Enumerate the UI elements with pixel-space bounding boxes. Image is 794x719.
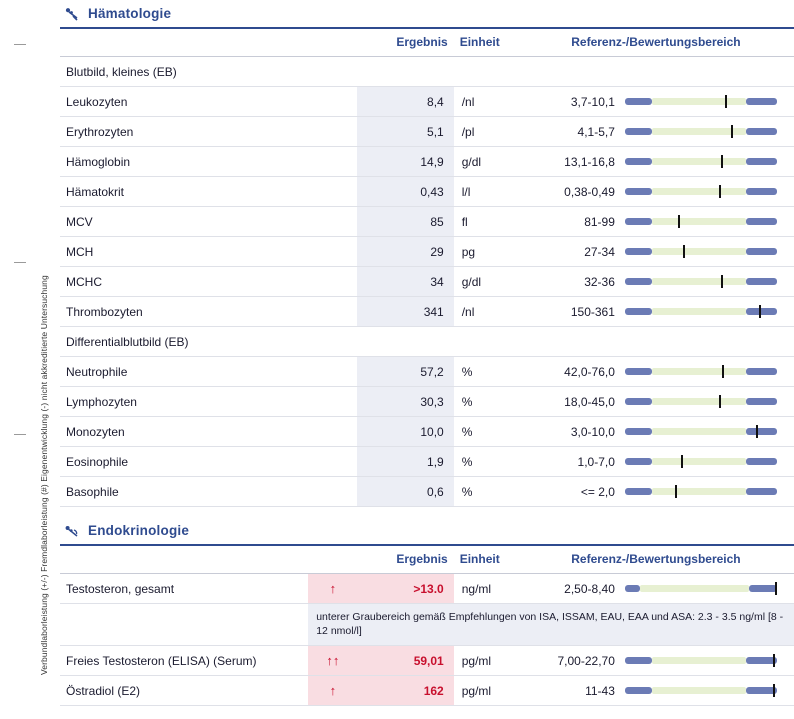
result-value: 59,01 (357, 646, 453, 676)
range-normal-segment (652, 308, 746, 315)
table-row (60, 417, 794, 447)
flag-arrow (308, 237, 357, 267)
range-above-segment (746, 188, 776, 195)
table-row (60, 447, 794, 477)
range-above-segment (746, 428, 776, 435)
lab-table-haematologie (60, 29, 794, 507)
rail-tick (14, 44, 26, 45)
range-below-segment (625, 248, 652, 255)
analyte-name: Hämoglobin (60, 147, 308, 177)
flag-arrow (308, 207, 357, 237)
unit-value: g/dl (454, 147, 518, 177)
col-result: Ergebnis (308, 546, 454, 574)
section-title: Hämatologie (88, 6, 172, 21)
reference-range-text: 81-99 (518, 207, 625, 237)
table-row (60, 574, 794, 604)
result-value: 162 (357, 676, 453, 706)
reference-range-cell (625, 477, 794, 507)
reference-range-cell (625, 447, 794, 477)
value-marker (721, 155, 723, 168)
range-below-segment (625, 158, 652, 165)
reference-range-bar (625, 157, 777, 166)
result-value: 1,9 (357, 447, 453, 477)
range-below-segment (625, 98, 652, 105)
range-above-segment (746, 308, 776, 315)
value-marker (683, 245, 685, 258)
analyte-name: Neutrophile (60, 357, 308, 387)
hormone-icon (64, 524, 80, 538)
rail-legend-text: Verbundlaborleistung (+/-) Fremdlaborleistung (#) Eigenentwicklung (-) nicht akkreditierte Untersuchung (39, 275, 49, 675)
unit-value: l/l (454, 177, 518, 207)
range-normal-segment (652, 398, 746, 405)
reference-range-text: 11-43 (518, 676, 625, 706)
analyte-name: Hämatokrit (60, 177, 308, 207)
result-value: 10,0 (357, 417, 453, 447)
group-row (60, 327, 794, 357)
analyte-name: Lymphozyten (60, 387, 308, 417)
reference-range-text: 2,50-8,40 (518, 574, 625, 604)
range-above-segment (746, 248, 776, 255)
value-marker (759, 305, 761, 318)
reference-range-text: 3,0-10,0 (518, 417, 625, 447)
table-row (60, 646, 794, 676)
value-marker (721, 275, 723, 288)
reference-range-bar (625, 487, 777, 496)
range-above-segment (746, 128, 776, 135)
value-marker (675, 485, 677, 498)
reference-range-text: 4,1-5,7 (518, 117, 625, 147)
unit-value: g/dl (454, 267, 518, 297)
reference-range-cell (625, 676, 794, 706)
range-normal-segment (652, 657, 746, 664)
col-unit: Einheit (454, 546, 518, 574)
table-row (60, 387, 794, 417)
range-below-segment (625, 398, 652, 405)
value-marker (678, 215, 680, 228)
reference-range-text: 3,7-10,1 (518, 87, 625, 117)
value-marker (756, 425, 758, 438)
microscope-icon (64, 7, 80, 21)
group-label: Blutbild, kleines (EB) (60, 57, 794, 87)
result-value: 5,1 (357, 117, 453, 147)
result-value: 14,9 (357, 147, 453, 177)
reference-range-cell (625, 237, 794, 267)
reference-range-cell (625, 267, 794, 297)
reference-range-cell (625, 574, 794, 604)
reference-range-cell (625, 387, 794, 417)
range-below-segment (625, 428, 652, 435)
group-label: Differentialblutbild (EB) (60, 327, 794, 357)
table-row (60, 87, 794, 117)
value-marker (731, 125, 733, 138)
col-unit: Einheit (454, 29, 518, 57)
analyte-name: Freies Testosteron (ELISA) (Serum) (60, 646, 308, 676)
col-result: Ergebnis (308, 29, 454, 57)
range-normal-segment (640, 585, 749, 592)
flag-arrow: ↑ (308, 676, 357, 706)
range-normal-segment (652, 98, 746, 105)
range-normal-segment (652, 188, 746, 195)
analyte-name: Erythrozyten (60, 117, 308, 147)
note-text: unterer Graubereich gemäß Empfehlungen von ISA, ISSAM, EAU, EAA und ASA: 2.3 - 3.5 ng/ml [8 - 12 nmol/l] (308, 604, 794, 646)
reference-range-text: 0,38-0,49 (518, 177, 625, 207)
reference-range-bar (625, 97, 777, 106)
table-row (60, 207, 794, 237)
analyte-name: MCHC (60, 267, 308, 297)
result-value: 30,3 (357, 387, 453, 417)
range-normal-segment (652, 458, 746, 465)
range-normal-segment (652, 368, 746, 375)
reference-range-bar (625, 686, 777, 695)
reference-range-bar (625, 127, 777, 136)
table-header-row (60, 546, 794, 574)
value-marker (722, 365, 724, 378)
result-value: 0,43 (357, 177, 453, 207)
flag-arrow (308, 267, 357, 297)
reference-range-bar (625, 427, 777, 436)
range-normal-segment (652, 687, 746, 694)
unit-value: /nl (454, 297, 518, 327)
reference-range-bar (625, 217, 777, 226)
flag-arrow (308, 357, 357, 387)
col-name (60, 546, 308, 574)
reference-range-cell (625, 87, 794, 117)
analyte-name: MCH (60, 237, 308, 267)
result-value: 8,4 (357, 87, 453, 117)
reference-range-cell (625, 417, 794, 447)
flag-arrow (308, 297, 357, 327)
flag-arrow (308, 447, 357, 477)
range-normal-segment (652, 278, 746, 285)
rail-tick (14, 434, 26, 435)
flag-arrow (308, 87, 357, 117)
range-normal-segment (652, 158, 746, 165)
reference-range-cell (625, 177, 794, 207)
range-below-segment (625, 585, 640, 592)
reference-range-text: 150-361 (518, 297, 625, 327)
table-row (60, 177, 794, 207)
range-above-segment (746, 218, 776, 225)
unit-value: % (454, 477, 518, 507)
note-spacer (60, 604, 308, 646)
reference-range-cell (625, 207, 794, 237)
report-content (60, 0, 794, 706)
reference-range-text: 18,0-45,0 (518, 387, 625, 417)
reference-range-text: 13,1-16,8 (518, 147, 625, 177)
reference-range-text: 1,0-7,0 (518, 447, 625, 477)
value-marker (719, 185, 721, 198)
group-row (60, 57, 794, 87)
range-above-segment (749, 585, 776, 592)
reference-range-text: 42,0-76,0 (518, 357, 625, 387)
range-below-segment (625, 657, 652, 664)
reference-range-bar (625, 187, 777, 196)
range-above-segment (746, 368, 776, 375)
table-row (60, 267, 794, 297)
table-row (60, 147, 794, 177)
unit-value: % (454, 447, 518, 477)
flag-arrow: ↑ (308, 574, 357, 604)
flag-arrow (308, 147, 357, 177)
result-value: 57,2 (357, 357, 453, 387)
flag-arrow (308, 417, 357, 447)
col-reference: Referenz-/Bewertungsbereich (518, 29, 794, 57)
analyte-name: MCV (60, 207, 308, 237)
reference-range-cell (625, 357, 794, 387)
reference-range-cell (625, 117, 794, 147)
unit-value: % (454, 417, 518, 447)
table-header-row (60, 29, 794, 57)
range-below-segment (625, 687, 652, 694)
reference-range-bar (625, 457, 777, 466)
unit-value: % (454, 387, 518, 417)
unit-value: /pl (454, 117, 518, 147)
col-name (60, 29, 308, 57)
flag-arrow: ↑↑ (308, 646, 357, 676)
analyte-name: Östradiol (E2) (60, 676, 308, 706)
table-row (60, 357, 794, 387)
unit-value: pg/ml (454, 646, 518, 676)
range-below-segment (625, 278, 652, 285)
flag-arrow (308, 387, 357, 417)
range-above-segment (746, 278, 776, 285)
reference-range-text: <= 2,0 (518, 477, 625, 507)
table-row (60, 237, 794, 267)
range-below-segment (625, 368, 652, 375)
range-normal-segment (652, 488, 746, 495)
unit-value: pg/ml (454, 676, 518, 706)
range-above-segment (746, 398, 776, 405)
range-above-segment (746, 158, 776, 165)
section-header-endokrinologie (60, 517, 794, 546)
section-header-haematologie (60, 0, 794, 29)
result-value: 29 (357, 237, 453, 267)
reference-range-cell (625, 646, 794, 676)
range-above-segment (746, 98, 776, 105)
value-marker (681, 455, 683, 468)
note-row (60, 604, 794, 646)
analyte-name: Thrombozyten (60, 297, 308, 327)
result-value: 0,6 (357, 477, 453, 507)
analyte-name: Eosinophile (60, 447, 308, 477)
unit-value: ng/ml (454, 574, 518, 604)
reference-range-cell (625, 297, 794, 327)
range-normal-segment (652, 218, 746, 225)
reference-range-bar (625, 307, 777, 316)
col-reference: Referenz-/Bewertungsbereich (518, 546, 794, 574)
section-title: Endokrinologie (88, 523, 190, 538)
value-marker (725, 95, 727, 108)
range-below-segment (625, 218, 652, 225)
analyte-name: Monozyten (60, 417, 308, 447)
unit-value: fl (454, 207, 518, 237)
reference-range-bar (625, 367, 777, 376)
value-marker (773, 684, 775, 697)
value-marker (719, 395, 721, 408)
reference-range-text: 32-36 (518, 267, 625, 297)
result-value: 34 (357, 267, 453, 297)
lab-rows-haematologie (60, 57, 794, 507)
unit-value: /nl (454, 87, 518, 117)
lab-rows-endokrinologie (60, 574, 794, 706)
reference-range-bar (625, 397, 777, 406)
range-below-segment (625, 308, 652, 315)
left-rail (0, 0, 60, 719)
reference-range-bar (625, 247, 777, 256)
reference-range-bar (625, 656, 777, 665)
unit-value: pg (454, 237, 518, 267)
table-row (60, 477, 794, 507)
range-below-segment (625, 488, 652, 495)
range-normal-segment (652, 248, 746, 255)
unit-value: % (454, 357, 518, 387)
range-above-segment (746, 458, 776, 465)
lab-table-endokrinologie (60, 546, 794, 706)
range-below-segment (625, 128, 652, 135)
table-row (60, 297, 794, 327)
result-value: 341 (357, 297, 453, 327)
reference-range-bar (625, 277, 777, 286)
rail-tick (14, 262, 26, 263)
flag-arrow (308, 177, 357, 207)
table-row (60, 676, 794, 706)
value-marker (775, 582, 777, 595)
table-row (60, 117, 794, 147)
range-normal-segment (652, 428, 746, 435)
flag-arrow (308, 477, 357, 507)
analyte-name: Testosteron, gesamt (60, 574, 308, 604)
reference-range-text: 7,00-22,70 (518, 646, 625, 676)
range-above-segment (746, 488, 776, 495)
range-below-segment (625, 458, 652, 465)
result-value: 85 (357, 207, 453, 237)
analyte-name: Leukozyten (60, 87, 308, 117)
reference-range-text: 27-34 (518, 237, 625, 267)
reference-range-bar (625, 584, 777, 593)
range-below-segment (625, 188, 652, 195)
analyte-name: Basophile (60, 477, 308, 507)
flag-arrow (308, 117, 357, 147)
reference-range-cell (625, 147, 794, 177)
value-marker (773, 654, 775, 667)
result-value: >13.0 (357, 574, 453, 604)
